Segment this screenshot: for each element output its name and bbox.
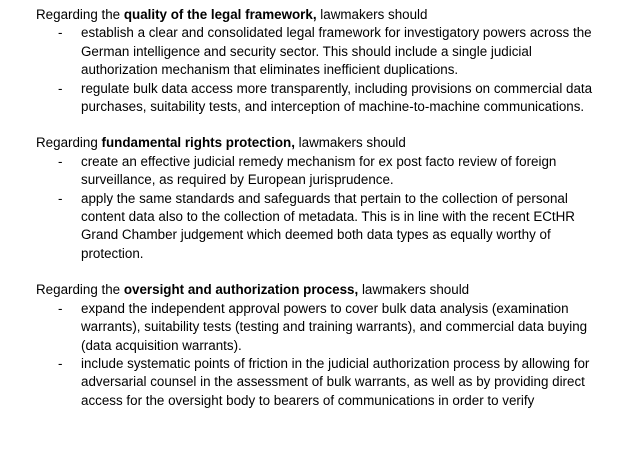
recommendation-list — [36, 300, 630, 410]
intro-suffix: lawmakers should — [316, 7, 428, 22]
intro-prefix: Regarding — [36, 135, 102, 151]
list-item — [36, 355, 630, 410]
bullet-dash: - — [58, 153, 63, 169]
intro-prefix: Regarding the — [36, 282, 124, 298]
bullet-dash: - — [58, 190, 63, 206]
list-item — [36, 153, 630, 190]
section-intro — [36, 134, 630, 152]
intro-bold-term: quality of the legal framework, — [123, 7, 317, 22]
intro-bold-term: fundamental rights protection, — [101, 135, 295, 151]
list-item-text: expand the independent approval powers to cover bulk data analysis (examination warrants), suitability tests (testing and training warrants), and commercial data buying (data acquisition warrants). — [81, 300, 588, 353]
list-item — [36, 190, 630, 264]
recommendation-list — [36, 153, 630, 263]
section-oversight-authorization — [36, 281, 630, 410]
list-item — [36, 80, 630, 117]
bullet-dash: - — [58, 355, 63, 371]
intro-prefix: Regarding the — [36, 7, 124, 22]
bullet-dash: - — [58, 300, 63, 316]
list-item-text: apply the same standards and safeguards that pertain to the collection of personal content data also to the collection of metadata. This is in line with the recent ECtHR Grand Chamber judgement which deemed both data types as equally worthy of protection. — [81, 190, 575, 261]
section-fundamental-rights — [36, 134, 630, 263]
list-item-text: include systematic points of friction in the judicial authorization process by allowing for adversarial counsel in the assessment of bulk warrants, as well as by providing direct access for the oversight body to bearers of communications in order to verify — [81, 355, 590, 408]
intro-suffix: lawmakers should — [358, 282, 470, 298]
section-intro — [36, 281, 630, 299]
list-item-text: establish a clear and consolidated legal framework for investigatory powers across the German intelligence and security sector. This should include a single judicial authorization mechanism that eliminates inefficient duplications. — [81, 25, 592, 78]
list-item-text: create an effective judicial remedy mechanism for ex post facto review of foreign surveillance, as required by European jurisprudence. — [81, 153, 557, 188]
list-item — [36, 300, 630, 355]
list-item-text: regulate bulk data access more transparently, including provisions on commercial data purchases, suitability tests, and interception of machine-to-machine communications. — [81, 80, 593, 115]
bullet-dash: - — [58, 80, 63, 96]
recommendation-list — [36, 24, 630, 116]
bullet-dash: - — [58, 25, 63, 41]
intro-suffix: lawmakers should — [294, 135, 406, 151]
intro-bold-term: oversight and authorization process, — [123, 282, 359, 298]
section-intro — [36, 6, 630, 24]
list-item — [36, 24, 630, 79]
section-legal-framework — [36, 6, 630, 116]
